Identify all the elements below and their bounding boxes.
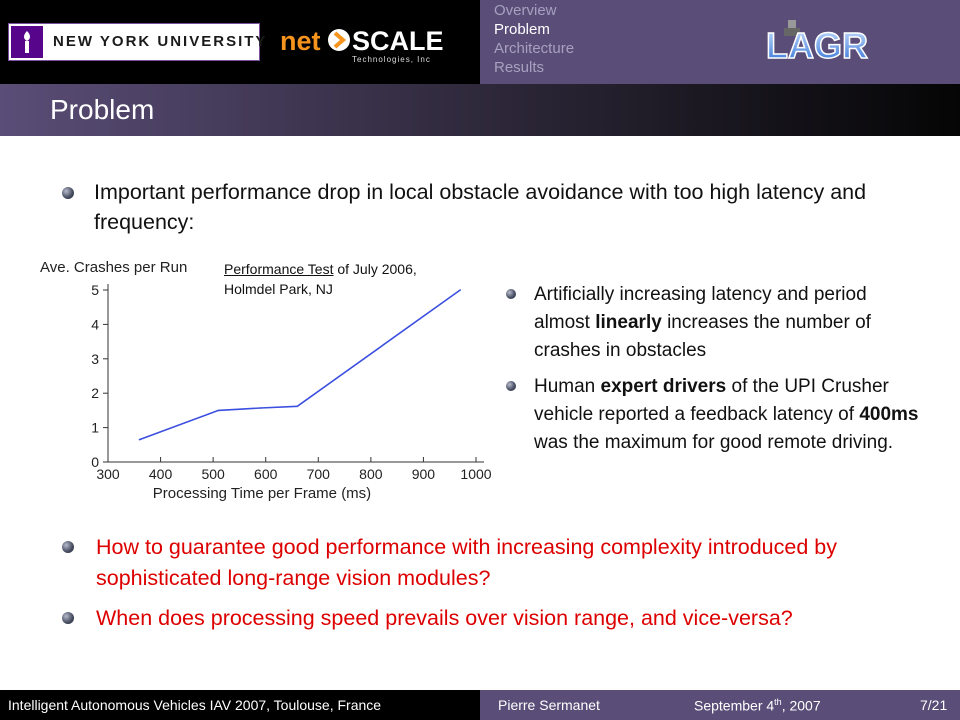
netscale-logo	[280, 26, 450, 66]
chart-x-tick-label: 800	[359, 466, 383, 482]
netscale-word-scale: SCALE	[352, 26, 444, 56]
chart-x-tick-label: 1000	[460, 466, 492, 482]
header-bar	[0, 0, 960, 84]
chart-y-tick-label: 1	[91, 419, 99, 436]
chart-x-tick-label: 600	[254, 466, 278, 482]
footer-date-year: , 2007	[781, 697, 821, 714]
title-bar	[0, 84, 960, 136]
chart-note-location: Holmdel Park, NJ	[224, 281, 333, 297]
chart-y-tick-label: 5	[91, 282, 99, 298]
sub-bullet-icon	[506, 289, 516, 299]
nav-item-problem[interactable]: Problem	[494, 21, 550, 38]
bullet-icon	[62, 541, 74, 553]
footer-event: Intelligent Autonomous Vehicles IAV 2007, Toulouse, France	[8, 697, 382, 713]
nav-item-architecture[interactable]: Architecture	[494, 40, 575, 57]
sub1-text-b: increases the number of crashes in obstacles	[534, 312, 871, 361]
chart-data-point	[139, 439, 141, 441]
chart-x-label: Processing Time per Frame (ms)	[152, 485, 372, 502]
chart-note-date: of July 2006,	[333, 261, 417, 277]
bullet-main-text: Important performance drop in local obstacle avoidance with too high latency and frequency:	[94, 180, 867, 234]
chart-y-tick-label: 0	[91, 454, 99, 470]
performance-test-link[interactable]: Performance Test	[224, 261, 334, 277]
chart-y-tick-label: 2	[91, 385, 99, 402]
chart-y-tick-label: 4	[91, 316, 99, 333]
sub2-text-a: Human	[534, 376, 601, 397]
chart-x-tick-label: 900	[411, 466, 436, 482]
section-nav	[480, 0, 960, 84]
footer-bar	[0, 690, 960, 720]
footer-date-day: September 4	[694, 697, 775, 714]
chart-title: Ave. Crashes per Run	[40, 259, 188, 276]
chart-annotation	[224, 259, 464, 299]
nav-item-results[interactable]: Results	[494, 59, 545, 76]
sub-bullet-icon	[506, 381, 516, 391]
chart-x-tick-label: 700	[306, 466, 330, 482]
nav-item-overview[interactable]: Overview	[494, 2, 557, 19]
nyu-logo	[8, 23, 268, 61]
chart-data-point	[296, 405, 298, 407]
sub-bullet-2	[534, 373, 924, 457]
bullet-icon	[62, 612, 74, 624]
sub2-text-b: of the UPI Crusher vehicle reported a feedback latency of	[534, 376, 889, 425]
footer-date-suffix: th	[774, 697, 782, 707]
sub2-text-c: was the maximum for good remote driving.	[534, 432, 894, 453]
lagr-logo-text: LAGR	[766, 25, 868, 64]
sub2-bold-2: 400ms	[859, 404, 919, 425]
netscale-word-net: net	[280, 26, 321, 56]
chart-data-point	[218, 410, 220, 412]
bullet-icon	[62, 187, 74, 199]
question-1: How to guarantee good performance with increasing complexity introduced by sophisticated long-range vision modules?	[96, 535, 837, 590]
footer-page-number: 7/21	[920, 697, 948, 713]
chart-x-tick-label: 500	[201, 466, 225, 482]
lagr-logo	[764, 18, 934, 64]
nyu-torch-icon	[11, 26, 43, 58]
nyu-logo-text: NEW YORK UNIVERSITY	[53, 33, 268, 50]
netscale-subtitle: Technologies, Inc	[352, 55, 431, 64]
chart-series-line	[140, 290, 461, 440]
chart-x-tick-label: 300	[96, 466, 120, 482]
sub1-text-a: Artificially increasing latency and period almost	[534, 284, 867, 333]
question-2: When does processing speed prevails over vision range, and vice-versa?	[96, 606, 793, 630]
footer-right-panel	[480, 690, 960, 720]
footer-author: Pierre Sermanet	[498, 697, 600, 713]
chart-x-tick-label: 400	[148, 466, 173, 482]
sub-bullet-1	[534, 281, 924, 365]
netscale-arrow-icon	[328, 29, 350, 51]
slide-title: Problem	[50, 94, 155, 125]
sub2-bold-1: expert drivers	[600, 376, 727, 397]
footer-date	[694, 697, 821, 714]
chart-y-tick-label: 3	[91, 350, 99, 367]
sub1-bold: linearly	[595, 312, 662, 333]
chart-data-point	[260, 407, 262, 409]
